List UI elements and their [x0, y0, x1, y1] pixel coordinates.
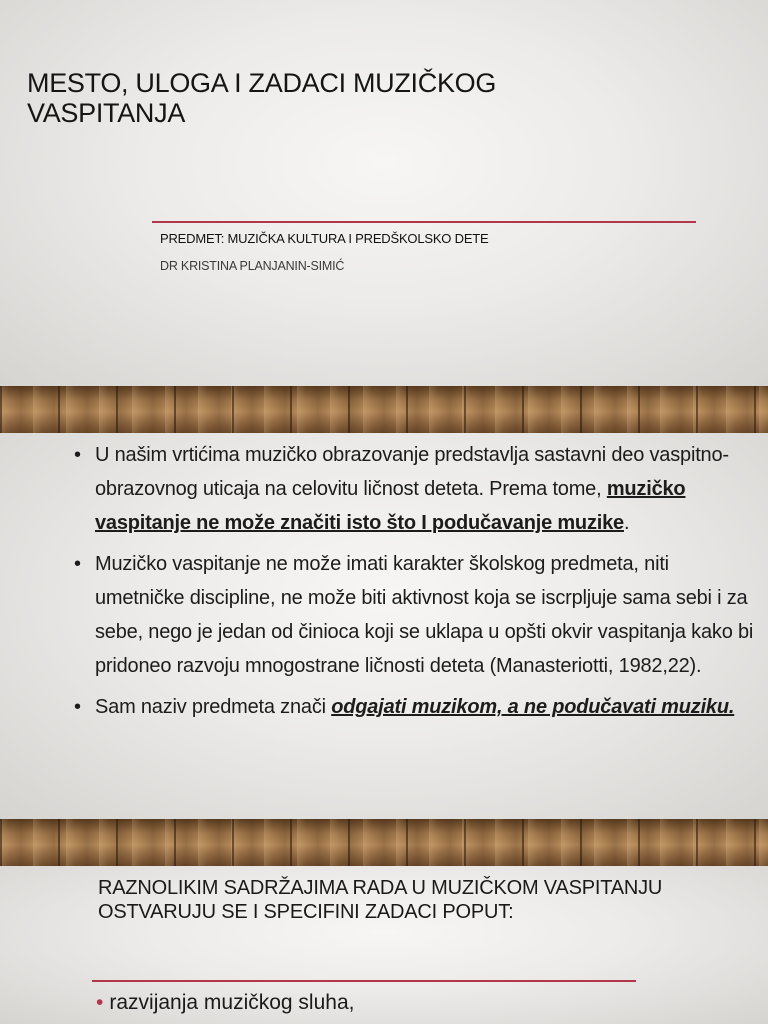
accent-divider [92, 980, 636, 982]
slide-content [0, 433, 768, 819]
task-list-item [96, 988, 354, 1018]
task-text: razvijanja muzičkog sluha, [109, 991, 355, 1014]
wood-floor-separator [0, 819, 768, 866]
bullet-text: Muzičko vaspitanje ne može imati karakter školskog predmeta, niti umetničke discipline, ne može biti aktivnost koja se iscrpljuje sama sebi i za sebe, nego je jedan od činioca koji se uklapa u opšti okvir vaspitanja kako bi pridoneo razvoju mnogostrane ličnosti deteta (Manasteriotti, 1982,22). [95, 553, 754, 677]
slide-tasks-heading: RAZNOLIKIM SADRŽAJIMA RADA U MUZIČKOM VASPITANJU OSTVARUJU SE I SPECIFINI ZADACI POPUT: [98, 877, 663, 923]
bullet-emphasis: muzičko vaspitanje ne može značiti isto što I podučavanje muzike [95, 478, 686, 534]
accent-divider [152, 221, 696, 223]
bullet-dot: • [74, 696, 81, 718]
bullet-item-1 [72, 438, 762, 540]
bullet-emphasis: odgajati muzikom, a ne podučavati muziku. [331, 696, 735, 718]
wood-floor-separator [0, 386, 768, 433]
bullet-item-3 [72, 690, 762, 724]
bullet-text-end: . [623, 512, 630, 534]
bullet-text: Sam naziv predmeta znači [95, 696, 332, 718]
bullet-item-2 [72, 547, 762, 683]
author-line: DR KRISTINA PLANJANIN-SIMIĆ [160, 259, 345, 273]
slide-title [0, 0, 768, 386]
slide-title-heading: MESTO, ULOGA I ZADACI MUZIČKOG VASPITANJA [27, 68, 497, 128]
slide-tasks [0, 866, 768, 1024]
bullet-dot: • [96, 991, 104, 1014]
bullet-dot: • [74, 444, 81, 466]
bullet-dot: • [74, 553, 81, 575]
subject-line: PREDMET: MUZIČKA KULTURA I PREDŠKOLSKO DETE [160, 231, 489, 246]
bullet-text: U našim vrtićima muzičko obrazovanje predstavlja sastavni deo vaspitno-obrazovnog uticaja na celovitu ličnost deteta. Prema tome, [95, 444, 729, 500]
bullet-list [72, 438, 762, 731]
